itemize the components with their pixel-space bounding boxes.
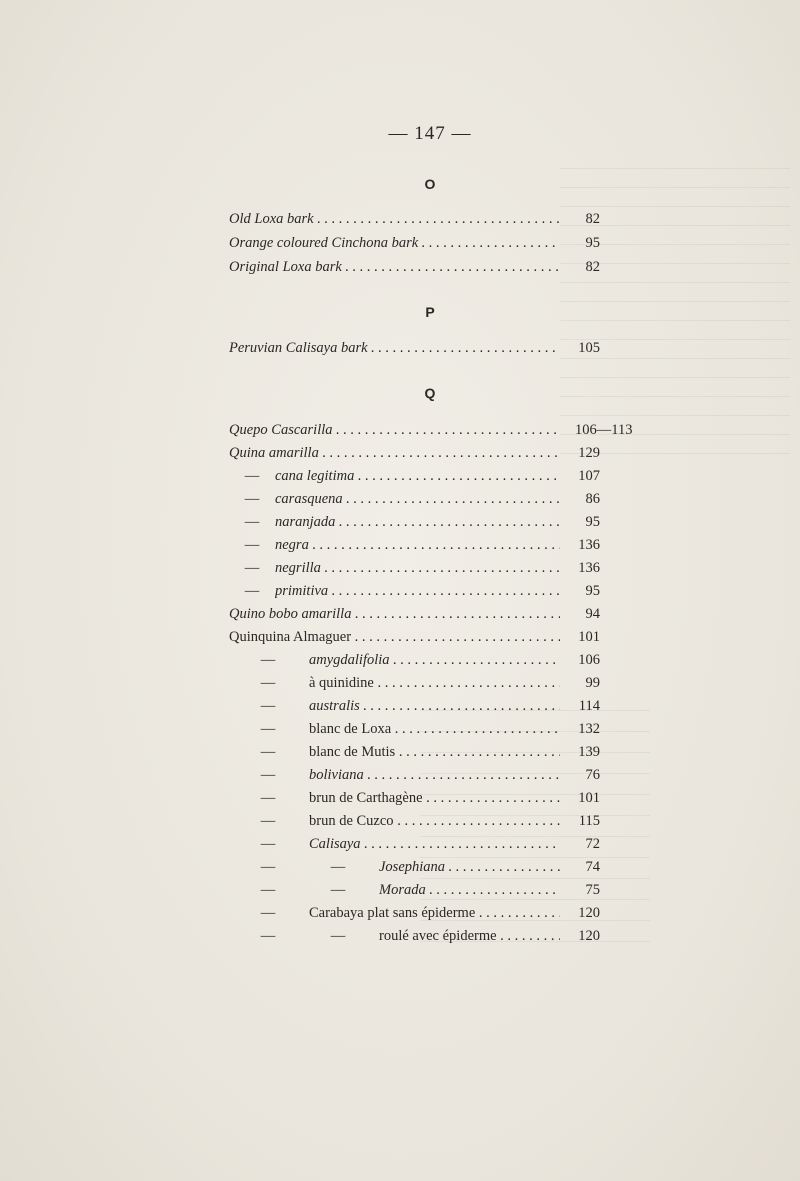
entry-term: à quinidine . . . — [309, 672, 560, 694]
entry-page-ref: 136 — [578, 537, 600, 553]
ditto-dash: — — [260, 905, 276, 921]
index-entry — [229, 603, 600, 625]
ditto-dash: — — [244, 583, 260, 599]
index-entry — [229, 856, 600, 878]
ditto-dash: — — [260, 721, 276, 737]
ditto-dash: — — [244, 514, 260, 530]
entry-term: amygdalifolia . . . — [309, 649, 560, 671]
index-entry — [229, 626, 600, 648]
entry-term: Josephiana . . . — [379, 856, 560, 878]
ditto-dash: — — [260, 882, 276, 898]
index-entry — [229, 672, 600, 694]
ditto-dash: — — [260, 698, 276, 714]
index-entry — [229, 488, 600, 510]
ditto-dash: — — [260, 767, 276, 783]
index-entry — [229, 833, 600, 855]
entry-page-ref: 72 — [585, 836, 600, 852]
entry-page-ref: 139 — [578, 744, 600, 760]
entry-page-ref: 74 — [585, 859, 600, 875]
entry-page-ref: 132 — [578, 721, 600, 737]
entry-term: blanc de Mutis . . . — [309, 741, 560, 763]
entry-page-ref: 76 — [585, 767, 600, 783]
entry-term: Calisaya . . . — [309, 833, 560, 855]
entry-page-ref: 106—113 — [575, 422, 633, 438]
entry-term: brun de Cuzco . . . — [309, 810, 560, 832]
entry-term: Quina amarilla . . . — [229, 442, 560, 464]
ditto-dash: — — [260, 836, 276, 852]
entry-page-ref: 101 — [578, 629, 600, 645]
entry-page-ref: 82 — [585, 211, 600, 227]
entry-term: cana legitima . . . — [275, 465, 560, 487]
entry-page-ref: 120 — [578, 928, 600, 944]
index-entry — [229, 879, 600, 901]
entry-page-ref: 107 — [578, 468, 600, 484]
ditto-dash: — — [260, 813, 276, 829]
index-entry — [229, 764, 600, 786]
index-entry — [229, 695, 600, 717]
index-entry — [229, 511, 600, 533]
entry-term: australis . . . — [309, 695, 560, 717]
entry-term: boliviana . . . — [309, 764, 560, 786]
ditto-dash: — — [330, 859, 346, 875]
entry-term: Orange coloured Cinchona bark . . . — [229, 232, 560, 254]
entry-page-ref: 95 — [585, 514, 600, 530]
entry-term: Morada . . . — [379, 879, 560, 901]
entry-term: primitiva . . . — [275, 580, 560, 602]
entry-term: roulé avec épiderme . . . — [379, 925, 560, 947]
entry-term: Carabaya plat sans épiderme . . . — [309, 902, 560, 924]
entry-page-ref: 114 — [578, 698, 600, 714]
index-entry — [229, 925, 600, 947]
index-entry — [229, 337, 600, 359]
page-number: — 147 — — [388, 123, 472, 144]
index-entry — [229, 902, 600, 924]
entry-term: Quino bobo amarilla . . . — [229, 603, 560, 625]
entry-term: negrilla . . . — [275, 557, 560, 579]
index-entry — [229, 256, 600, 278]
entry-page-ref: 82 — [585, 259, 600, 275]
index-entry — [229, 232, 600, 254]
entry-term: negra . . . — [275, 534, 560, 556]
ditto-dash: — — [260, 744, 276, 760]
index-entry — [229, 741, 600, 763]
index-entry — [229, 557, 600, 579]
entry-page-ref: 95 — [585, 235, 600, 251]
ditto-dash: — — [244, 491, 260, 507]
entry-page-ref: 86 — [585, 491, 600, 507]
section-heading-q: Q — [424, 385, 436, 401]
ditto-dash: — — [244, 560, 260, 576]
entry-page-ref: 105 — [578, 340, 600, 356]
ditto-dash: — — [260, 675, 276, 691]
index-entry — [229, 465, 600, 487]
entry-term: Original Loxa bark . . . — [229, 256, 560, 278]
entry-page-ref: 115 — [578, 813, 600, 829]
entry-page-ref: 101 — [578, 790, 600, 806]
index-entry — [229, 649, 600, 671]
entry-term: Quepo Cascarilla . . . — [229, 419, 560, 441]
index-entry — [229, 787, 600, 809]
section-heading-o: O — [424, 176, 436, 192]
ditto-dash: — — [260, 859, 276, 875]
entry-page-ref: 95 — [585, 583, 600, 599]
section-heading-p: P — [425, 304, 435, 320]
index-entry — [229, 580, 600, 602]
index-entry — [229, 442, 600, 464]
entry-page-ref: 120 — [578, 905, 600, 921]
entry-page-ref: 75 — [585, 882, 600, 898]
entry-term: Peruvian Calisaya bark . . . — [229, 337, 560, 359]
entry-page-ref: 136 — [578, 560, 600, 576]
entry-term: Old Loxa bark . . . — [229, 208, 560, 230]
ditto-dash: — — [260, 928, 276, 944]
entry-page-ref: 99 — [585, 675, 600, 691]
ditto-dash: — — [260, 790, 276, 806]
index-entry — [229, 208, 600, 230]
entry-page-ref: 94 — [585, 606, 600, 622]
entry-term: blanc de Loxa . . . — [309, 718, 560, 740]
index-entry — [229, 419, 633, 441]
ditto-dash: — — [330, 928, 346, 944]
entry-term: brun de Carthagène . . . — [309, 787, 560, 809]
entry-term: naranjada . . . — [275, 511, 560, 533]
index-entry — [229, 534, 600, 556]
index-entry — [229, 810, 600, 832]
entry-term: carasquena . . . — [275, 488, 560, 510]
entry-term: Quinquina Almaguer . . . — [229, 626, 560, 648]
ditto-dash: — — [260, 652, 276, 668]
ditto-dash: — — [244, 537, 260, 553]
ditto-dash: — — [244, 468, 260, 484]
ditto-dash: — — [330, 882, 346, 898]
entry-page-ref: 106 — [578, 652, 600, 668]
index-entry — [229, 718, 600, 740]
entry-page-ref: 129 — [578, 445, 600, 461]
